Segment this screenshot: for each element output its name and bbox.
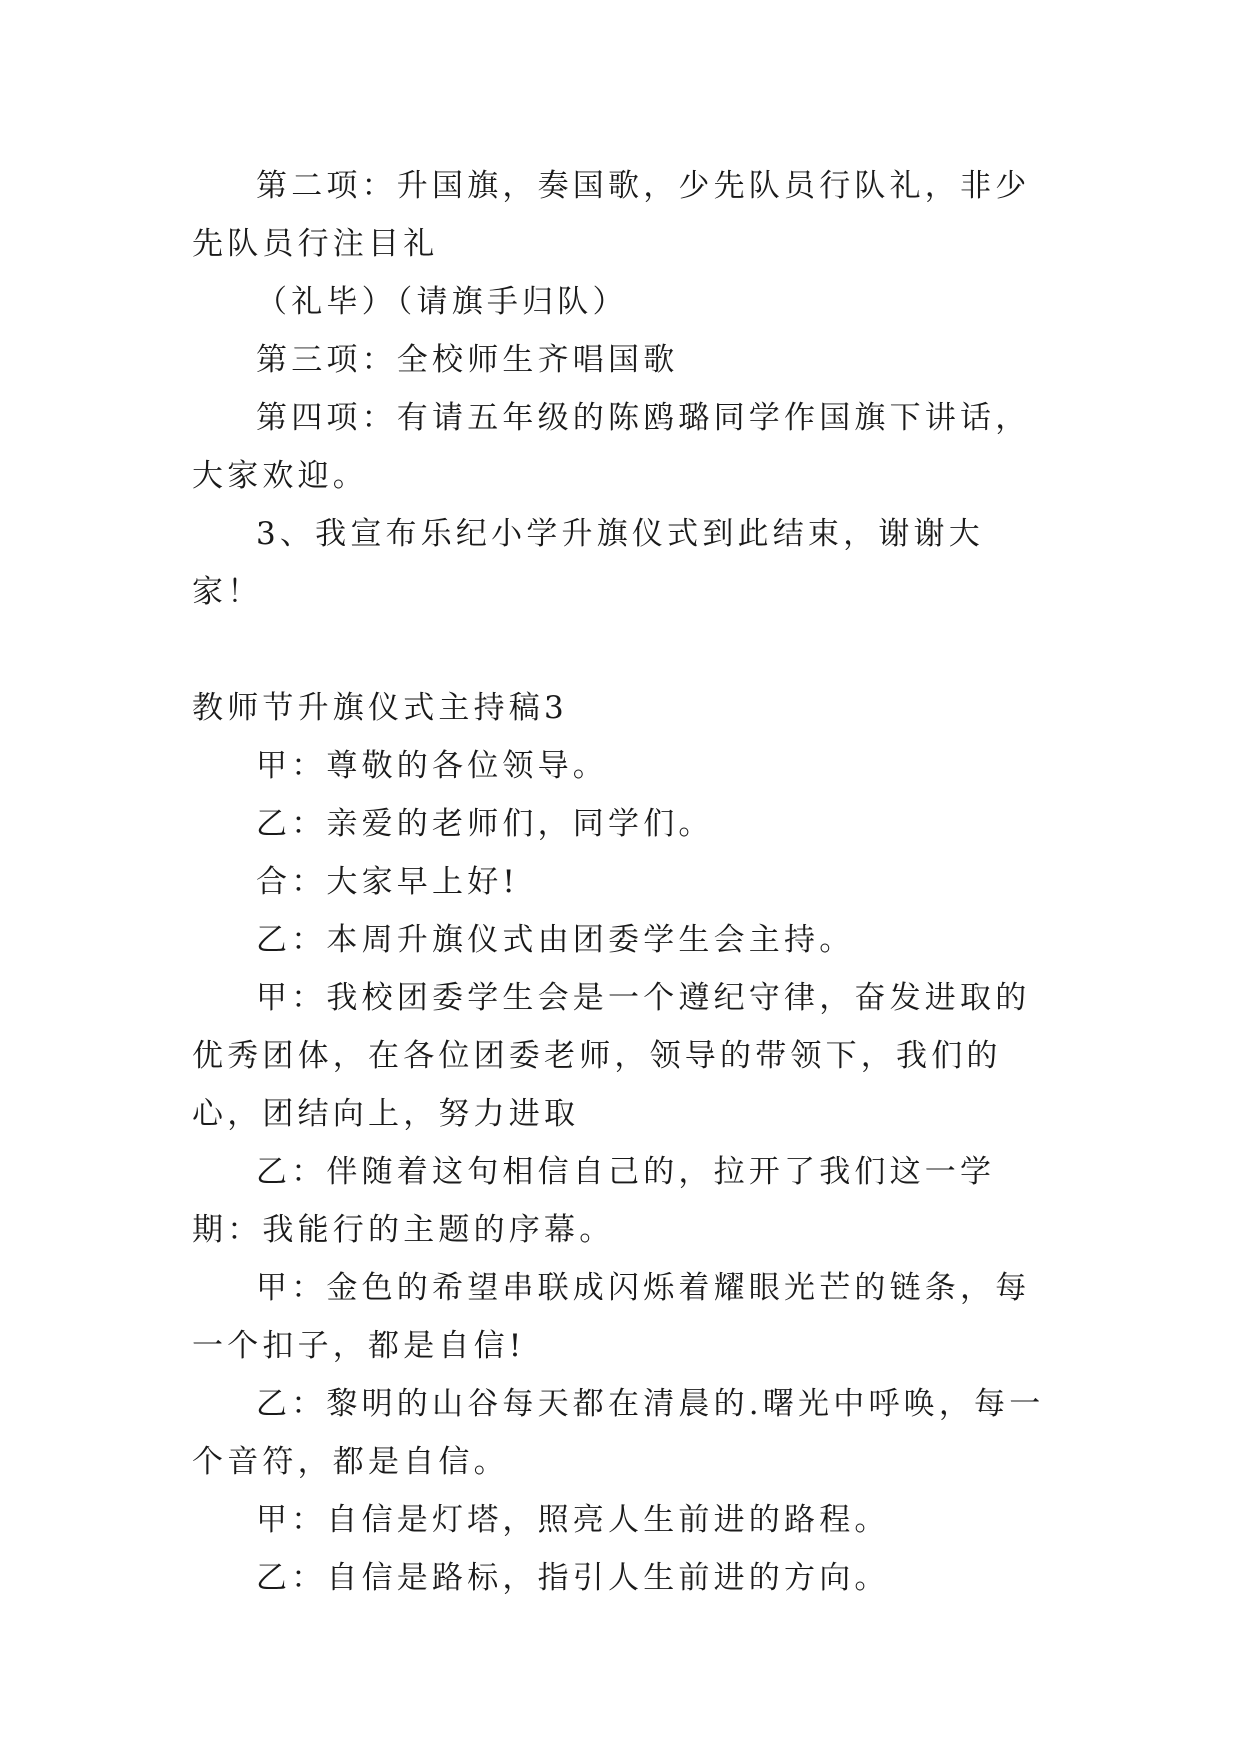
dialogue-line: 乙：黎明的山谷每天都在清晨的.曙光中呼唤，每一个音符，都是自信。 bbox=[192, 1386, 1045, 1480]
dialogue-line: 乙：本周升旗仪式由团委学生会主持。 bbox=[256, 922, 855, 958]
dialogue-line: 甲：我校团委学生会是一个遵纪守律，奋发进取的优秀团体，在各位团委老师，领导的带领下，我们的心，团结向上，努力进取 bbox=[192, 980, 1031, 1132]
paragraph-ceremony-note: （礼毕）（请旗手归队） bbox=[256, 284, 628, 320]
dialogue-line: 甲：自信是灯塔，照亮人生前进的路程。 bbox=[256, 1502, 890, 1538]
section-title: 教师节升旗仪式主持稿3 bbox=[192, 690, 568, 726]
dialogue-line: 甲：金色的希望串联成闪烁着耀眼光芒的链条，每一个扣子，都是自信! bbox=[192, 1270, 1031, 1364]
dialogue-line: 乙：亲爱的老师们，同学们。 bbox=[256, 806, 714, 842]
dialogue-line: 乙：自信是路标，指引人生前进的方向。 bbox=[256, 1560, 890, 1596]
paragraph-closing: 3、我宣布乐纪小学升旗仪式到此结束，谢谢大家！ bbox=[192, 516, 984, 610]
paragraph-item-3: 第三项：全校师生齐唱国歌 bbox=[256, 342, 679, 378]
section-divider bbox=[192, 621, 1052, 679]
paragraph-item-4: 第四项：有请五年级的陈鸥璐同学作国旗下讲话，大家欢迎。 bbox=[192, 400, 1031, 494]
dialogue-line: 合：大家早上好! bbox=[256, 864, 520, 900]
paragraph-item-2: 第二项：升国旗，奏国歌，少先队员行队礼，非少先队员行注目礼 bbox=[192, 168, 1031, 262]
dialogue-line: 甲：尊敬的各位领导。 bbox=[256, 748, 608, 784]
document-body bbox=[192, 157, 1052, 1607]
dialogue-line: 乙：伴随着这句相信自己的，拉开了我们这一学期：我能行的主题的序幕。 bbox=[192, 1154, 996, 1248]
